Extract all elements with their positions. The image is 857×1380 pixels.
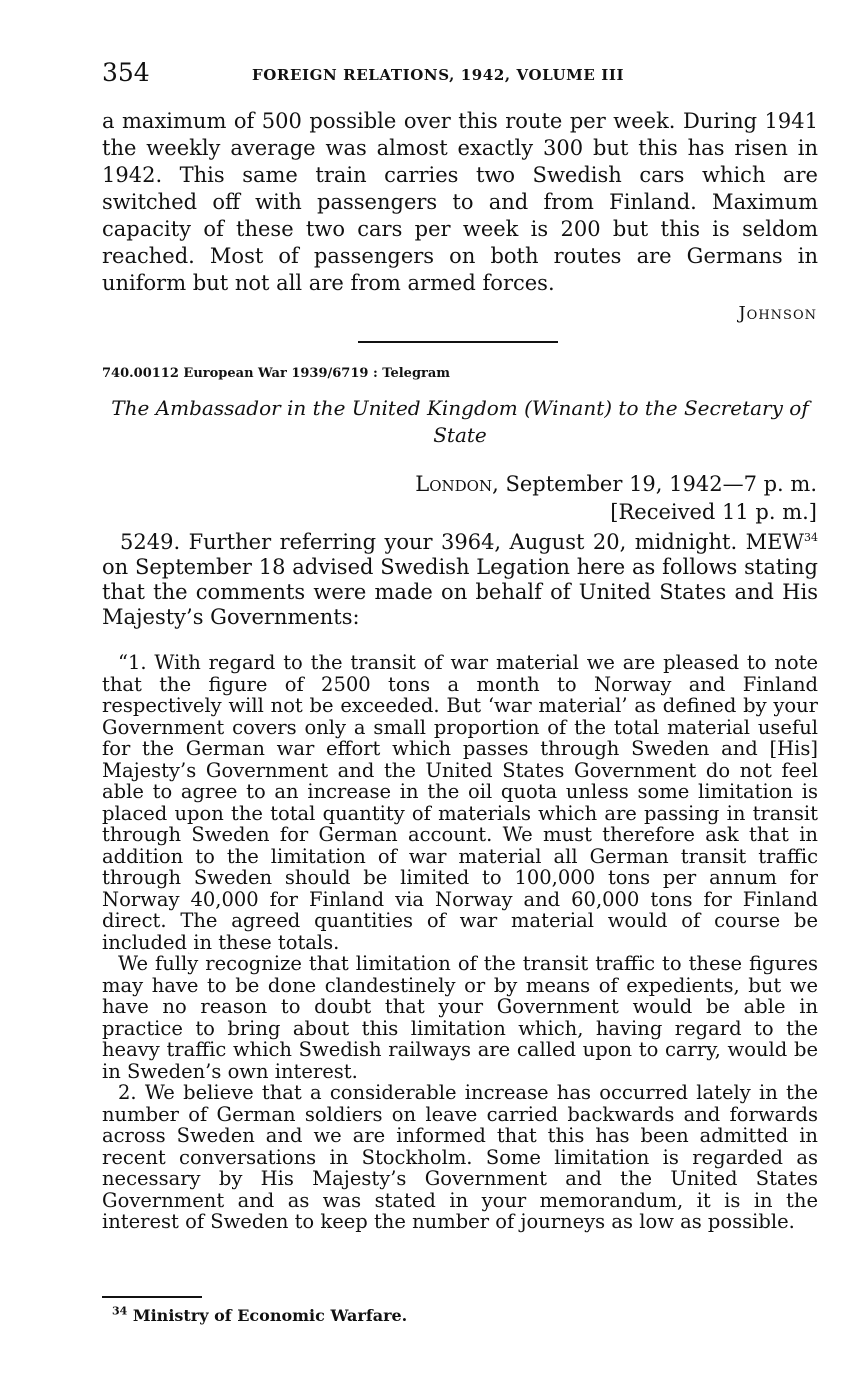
- opening-paragraph: a maximum of 500 possible over this route per week. During 1941 the weekly average was almost exactly 300 but this has risen in 1942. This same train carries two Swedish cars which are switched off with passengers to and from Finland. Maximum capacity of these two cars per week is 200 but this is seldom reached. Most of passengers on both routes are Germans in uniform but not all are from armed forces.: [102, 109, 818, 295]
- file-number: 740.00112 European War 1939/6719 : Telegram: [102, 366, 451, 381]
- telegram-intro-block: [102, 530, 818, 630]
- quote-paragraph-3: 2. We believe that a considerable increase has occurred lately in the number of German soldiers on leave carried backwards and forwards across Sweden and we are informed that this has been admitted in recent conversations in Stockholm. Some limitation is regarded as necessary by His Majesty’s Government and the United States Government and as was stated in your memorandum, it is in the interest of Sweden to keep the number of journeys as low as possible.: [102, 1081, 818, 1233]
- page-header: [102, 58, 818, 94]
- footnote-rule: [102, 1296, 202, 1298]
- intro-text-end: on September 18 advised Swedish Legation here as follows stating that the comments were made on behalf of United States and His Majesty’s Governments:: [102, 555, 818, 629]
- dateline: [415, 472, 817, 496]
- telegram-intro: [102, 530, 818, 630]
- footnote: [112, 1306, 407, 1325]
- dateline-date: , September 19, 1942—7 p. m.: [492, 472, 817, 496]
- document-title: The Ambassador in the United Kingdom (Winant) to the Secretary of State: [111, 396, 809, 447]
- signature: Johnson: [738, 303, 817, 324]
- received-note: [Received 11 p. m.]: [610, 500, 817, 524]
- footnote-reference: 34: [804, 531, 818, 544]
- quoted-message: [102, 652, 818, 1233]
- opening-paragraph-block: [102, 108, 818, 297]
- running-title: FOREIGN RELATIONS, 1942, VOLUME III: [252, 66, 625, 84]
- intro-text-start: 5249. Further referring your 3964, August 20, midnight. MEW: [120, 530, 804, 554]
- quote-paragraph-2: We fully recognize that limitation of the transit traffic to these figures may have to be done clandestinely or by means of expedients, but we have no reason to doubt that your Government would be able in practice to bring about this limitation which, having regard to the heavy traffic which Swedish railways are called upon to carry, would be in Sweden’s own interest.: [102, 952, 818, 1083]
- section-divider: [358, 341, 558, 343]
- footnote-text: Ministry of Economic Warfare.: [132, 1306, 408, 1325]
- footnote-number: 34: [112, 1304, 128, 1318]
- page-number: 354: [102, 58, 150, 87]
- quote-paragraph-1: “1. With regard to the transit of war material we are pleased to note that the figure of 2500 tons a month to Norway and Finland respectively will not be exceeded. But ‘war material’ as defined by your Government covers only a small proportion of the total material useful for the German war effort which passes through Sweden and [His] Majesty’s Government and the United States Government do not feel able to agree to an increase in the oil quota unless some limitation is placed upon the total quantity of materials which are passing in transit through Sweden for German account. We must therefore ask that in addition to the limitation of war material all German transit traffic through Sweden should be limited to 100,000 tons per annum for Norway 40,000 for Finland via Norway and 60,000 tons for Finland direct. The agreed quantities of war material would of course be included in these totals.: [102, 651, 818, 954]
- dateline-place: London: [415, 472, 493, 496]
